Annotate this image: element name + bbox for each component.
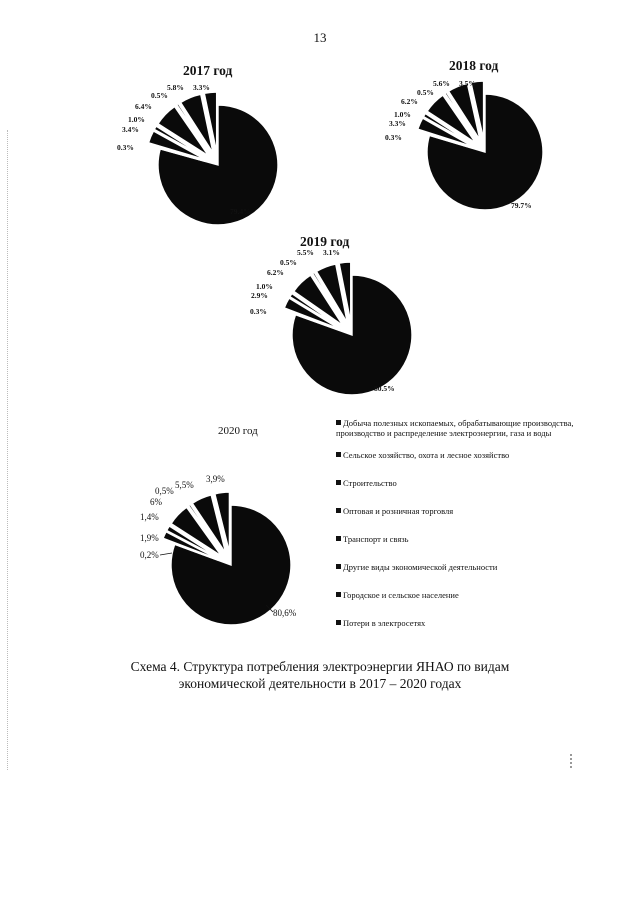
chart-title-2020: 2020 год	[218, 425, 258, 437]
data-label: 80,6%	[273, 608, 297, 618]
legend-marker	[336, 480, 341, 485]
data-label: 0.5%	[280, 258, 297, 267]
data-label: 0,5%	[155, 486, 174, 496]
legend-label: Оптовая и розничная торговля	[343, 506, 454, 516]
data-label: 6%	[150, 497, 162, 507]
data-label: 3.4%	[122, 125, 139, 134]
legend-item-other	[336, 562, 576, 572]
data-label: 5,5%	[175, 480, 194, 490]
legend-item-mining	[336, 418, 576, 438]
data-label: 1,9%	[140, 533, 159, 543]
data-label: 0.3%	[385, 133, 402, 142]
data-label: 3,9%	[206, 474, 225, 484]
legend-item-population	[336, 590, 576, 600]
data-label: 0.5%	[151, 91, 168, 100]
data-label: 0.3%	[250, 307, 267, 316]
data-label: 79.7%	[511, 201, 532, 210]
data-label: 3.1%	[323, 248, 340, 257]
data-label: 1,4%	[140, 512, 159, 522]
legend-item-losses	[336, 618, 576, 628]
data-label: 6.2%	[401, 97, 418, 106]
data-label: 6.4%	[135, 102, 152, 111]
chart-title-2019: 2019 год	[300, 234, 350, 249]
data-label: 0.3%	[117, 143, 134, 152]
data-label: 1.0%	[128, 115, 145, 124]
legend-marker	[336, 536, 341, 541]
legend-item-trade	[336, 506, 576, 516]
legend-marker	[336, 620, 341, 625]
legend-marker	[336, 592, 341, 597]
legend-label: Сельское хозяйство, охота и лесное хозяйство	[343, 450, 510, 460]
legend-label: Транспорт и связь	[343, 534, 409, 544]
data-label: 0.5%	[417, 88, 434, 97]
data-label: 3.3%	[389, 119, 406, 128]
legend-label: Потери в электросетях	[343, 618, 426, 628]
legend-item-construction	[336, 478, 576, 488]
data-label: 5.6%	[433, 79, 450, 88]
legend-marker	[336, 420, 341, 425]
data-label: 5.5%	[297, 248, 314, 257]
data-label: 3.5%	[459, 79, 476, 88]
data-label: 1.0%	[256, 282, 273, 291]
leader-line	[160, 553, 172, 555]
legend-label: Добыча полезных ископаемых, обрабатывающие производства, производство и распределение электроэнергии, газа и воды	[336, 418, 574, 438]
legend-marker	[336, 564, 341, 569]
data-label: 79.4%	[230, 207, 251, 216]
legend-label: Строительство	[343, 478, 397, 488]
data-label: 6.2%	[267, 268, 284, 277]
data-label: 1.0%	[394, 110, 411, 119]
data-label: 0,2%	[140, 550, 159, 560]
legend-marker	[336, 508, 341, 513]
data-label: 2.9%	[251, 291, 268, 300]
legend-item-transport	[336, 534, 576, 544]
data-label: 80.5%	[374, 384, 395, 393]
legend-marker	[336, 452, 341, 457]
page-number: 13	[313, 30, 327, 45]
chart-title-2017: 2017 год	[183, 63, 233, 78]
data-label: 5.8%	[167, 83, 184, 92]
data-label: 3.3%	[193, 83, 210, 92]
legend-label: Другие виды экономической деятельности	[343, 562, 498, 572]
figure-caption: Схема 4. Структура потребления электроэнергии ЯНАО по видам экономической деятельности в 2017 – 2020 годах	[130, 659, 510, 691]
legend-label: Городское и сельское население	[343, 590, 459, 600]
legend-item-agriculture	[336, 450, 576, 460]
chart-title-2018: 2018 год	[449, 58, 499, 73]
